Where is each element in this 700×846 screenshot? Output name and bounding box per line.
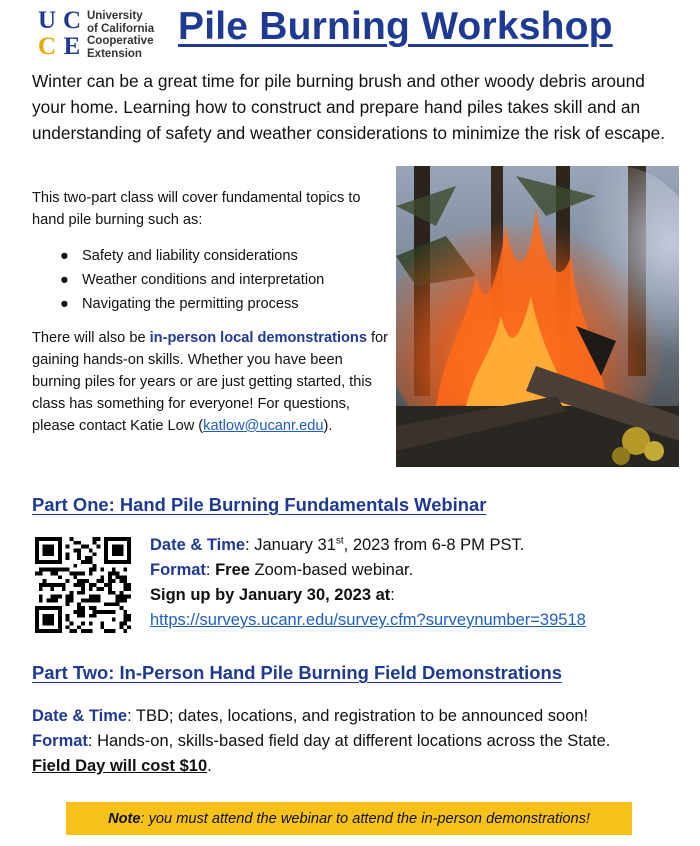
note-banner [66, 802, 632, 835]
signup-url-link[interactable]: https://surveys.ucanr.edu/survey.cfm?surveynumber=39518 [150, 611, 586, 629]
cost-end: . [207, 757, 212, 775]
demo-text: for gaining hands-on skills. Whether you have been burning piles for years or are just getting started, this class has something for everyone! For questions, please contact Katie Low ( [32, 330, 389, 434]
date-value: : January 31 [245, 536, 336, 554]
page-title: Pile Burning Workshop [178, 5, 613, 48]
format-label: Format [32, 732, 88, 750]
note-label: Note [108, 810, 141, 827]
note-text: : you must attend the webinar to attend the in-person demonstrations! [140, 810, 590, 827]
intro-paragraph: Winter can be a great time for pile burning brush and other woody debris around your home. Learning how to construct and prepare hand piles takes skill and an understanding of safety and weather considerations to minimize the risk of escape. [32, 71, 666, 143]
logo-line: University [87, 10, 143, 22]
format-label: Format [150, 561, 206, 579]
part-one-heading: Part One: Hand Pile Burning Fundamentals Webinar [32, 494, 487, 515]
logo-line: of California [87, 22, 155, 35]
signup-colon: : [390, 586, 395, 604]
cost-text: Field Day will cost $10 [32, 757, 208, 775]
date-value: , 2023 from 6-8 PM PST. [343, 536, 525, 554]
format-separator: : [205, 561, 216, 579]
bullet-icon: ● [60, 248, 69, 264]
qr-code[interactable] [35, 537, 131, 633]
date-line [32, 704, 682, 729]
signup-text: Sign up by January 30, 2023 at [150, 586, 391, 604]
list-item [32, 244, 387, 268]
list-item [32, 292, 387, 316]
logo-wordmark [87, 10, 154, 60]
ucce-logo [34, 8, 172, 60]
format-line [150, 558, 680, 583]
logo-line: Extension [87, 47, 142, 60]
demo-text: There will also be [32, 330, 150, 346]
pile-burning-photo [396, 166, 679, 467]
topics-intro: This two-part class will cover fundamental topics to hand pile burning such as: [32, 190, 361, 228]
topics-list [32, 244, 387, 316]
format-value: : Hands-on, skills-based field day at different locations across the State. [87, 732, 611, 750]
logo-letter: U [37, 7, 57, 34]
list-item-text: Weather conditions and interpretation [82, 272, 325, 288]
logo-letter: E [63, 33, 81, 60]
signup-line [150, 583, 680, 608]
demo-text: ). [323, 418, 333, 434]
date-label: Date & Time [150, 536, 246, 554]
logo-letter: C [37, 33, 57, 60]
format-value: Zoom-based webinar. [249, 561, 414, 579]
logo-line: Cooperative [87, 35, 154, 47]
cost-line [32, 754, 682, 779]
format-free: Free [215, 561, 250, 579]
date-line [150, 533, 680, 558]
list-item-text: Safety and liability considerations [82, 248, 298, 264]
date-value: : TBD; dates, locations, and registration to be announced soon! [127, 707, 589, 725]
contact-email-link[interactable]: katlow@ucanr.edu [203, 418, 324, 434]
part-two-details [32, 704, 682, 779]
logo-letter: C [62, 7, 82, 34]
format-line [32, 729, 682, 754]
demo-highlight: in-person local demonstrations [149, 330, 367, 346]
date-superscript: st [335, 535, 344, 547]
demonstration-paragraph [32, 327, 392, 437]
url-line [150, 608, 680, 633]
bullet-icon: ● [60, 296, 69, 312]
list-item-text: Navigating the permitting process [82, 296, 299, 312]
date-label: Date & Time [32, 707, 128, 725]
part-two-heading: Part Two: In-Person Hand Pile Burning Field Demonstrations [32, 662, 562, 683]
logo-monogram [34, 8, 86, 60]
list-item [32, 268, 387, 292]
part-one-details [150, 533, 680, 633]
bullet-icon: ● [60, 272, 69, 288]
